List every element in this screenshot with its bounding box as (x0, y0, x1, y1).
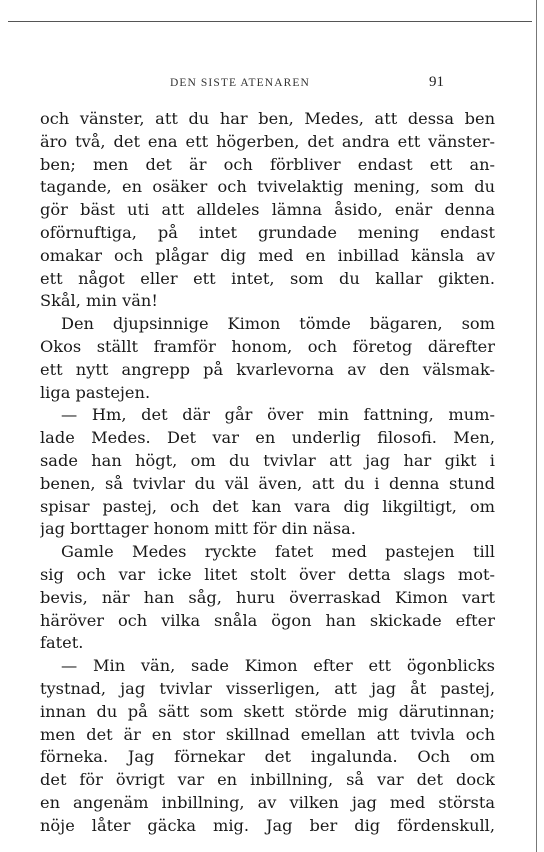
text-line: och vänster, att du har ben, Medes, att dessa ben (40, 109, 495, 128)
text-line: liga pastejen. (40, 382, 151, 402)
text-line: ett nytt angrepp på kvarlevorna av den välsmak- (40, 359, 495, 379)
top-edge-rule (8, 21, 532, 22)
running-title: DEN SISTE ATENAREN (170, 77, 310, 89)
text-line: en angenäm inbillning, av vilken jag med största (40, 792, 495, 812)
text-line: benen, så tvivlar du väl även, att du i denna stund (40, 473, 495, 493)
text-line: Den djupsinnige Kimon tömde bägaren, som (61, 314, 495, 334)
text-line: fatet. (40, 633, 84, 653)
text-line: det för övrigt var en inbillning, så var det dock (40, 770, 495, 790)
right-edge-rule (536, 0, 537, 852)
text-line: ett något eller ett intet, som du kallar gikten. (40, 268, 495, 288)
text-line: men det är en stor skillnad emellan att tvivla och (40, 724, 495, 744)
text-line: tystnad, jag tvivlar visserligen, att jag åt pastej, (40, 678, 495, 698)
text-line: bevis, när han såg, huru överraskad Kimon vart (40, 587, 495, 607)
text-line: Okos ställt framför honom, och företog därefter (40, 336, 495, 356)
text-line: sade han högt, om du tvivlar att jag har gikt i (40, 450, 495, 470)
running-head (40, 74, 495, 96)
page-number: 91 (429, 74, 444, 90)
text-line: lade Medes. Det var en underlig filosofi. Men, (40, 428, 495, 448)
text-line: tagande, en osäker och tvivelaktig mening, som du (40, 177, 495, 197)
text-line: nöje låter gäcka mig. Jag ber dig fördenskull, (40, 815, 495, 835)
text-line: — Hm, det där går över min fattning, mum- (61, 405, 495, 425)
text-line: Gamle Medes ryckte fatet med pastejen till (61, 542, 495, 562)
text-line: förneka. Jag förnekar det ingalunda. Och om (40, 747, 495, 767)
text-line: gör bäst uti att alldeles lämna åsido, enär denna (40, 200, 495, 220)
text-line: Skål, min vän! (40, 291, 158, 311)
text-line: häröver och vilka snåla ögon han skickade efter (40, 610, 495, 630)
text-line: ben; men det är och förbliver endast ett an- (40, 154, 495, 174)
text-line: äro två, det ena ett högerben, det andra ett vänster- (40, 131, 495, 151)
body-text (40, 108, 495, 838)
text-line: spisar pastej, och det kan vara dig likgiltigt, om (40, 496, 495, 516)
text-line: — Min vän, sade Kimon efter ett ögonblicks (61, 656, 495, 676)
text-line: sig och var icke litet stolt över detta slags mot- (40, 564, 495, 584)
text-line: jag borttager honom mitt för din näsa. (40, 519, 356, 539)
text-line: omakar och plågar dig med en inbillad känsla av (40, 245, 495, 265)
text-line: oförnuftiga, på intet grundade mening endast (40, 222, 495, 242)
text-line: innan du på sätt som skett störde mig därutinnan; (40, 701, 495, 721)
